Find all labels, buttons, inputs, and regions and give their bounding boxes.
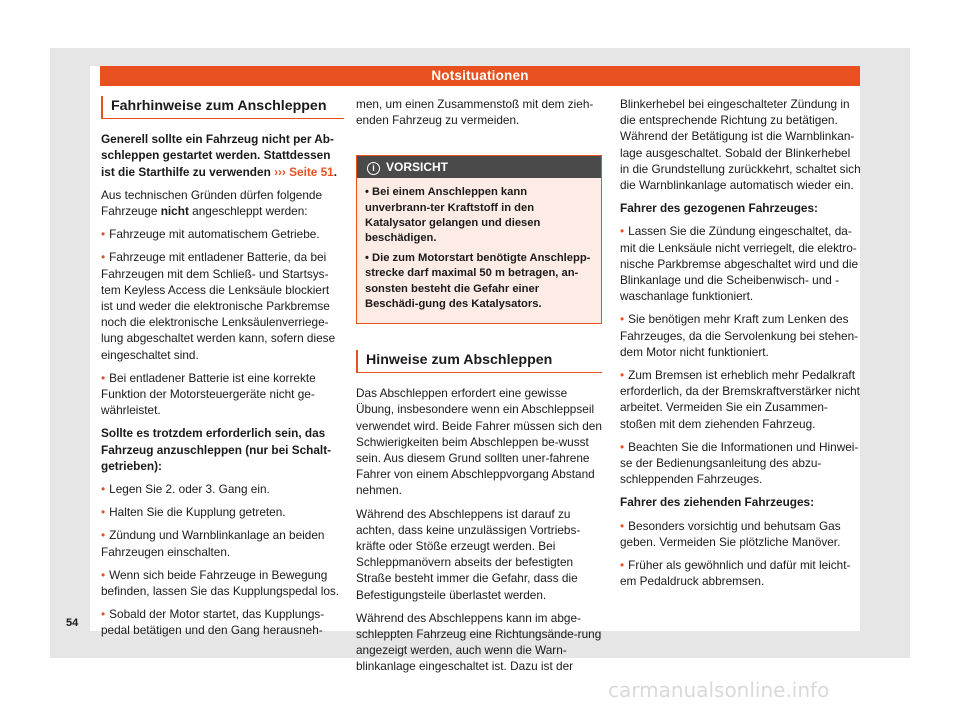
bullet-icon: • <box>101 505 106 520</box>
caution-body <box>357 178 601 323</box>
list-item <box>620 439 862 488</box>
list-item-text: Bei entladener Batterie ist eine korrekte Funktion der Motorsteuergeräte nicht ge-währleistet. <box>101 370 316 418</box>
paragraph: Das Abschleppen erfordert eine gewisse Übung, insbesondere wenn ein Abschleppseil verwendet wird. Beide Fahrer müssen sich den Schwierigkeiten beim Abschleppen be-wusst sein. Aus diesem Grund sollten uner-fahrene Fahrer von einem Abschleppvorgang Abstand nehmen. <box>356 386 602 498</box>
list-item-text: Halten Sie die Kupplung getreten. <box>109 505 286 520</box>
list-item <box>101 527 344 559</box>
vehicles-text-c: angeschleppt werden: <box>192 204 308 219</box>
bullet-icon: • <box>620 439 625 454</box>
bullet-icon: • <box>620 224 625 239</box>
list-item-text: Sie benötigen mehr Kraft zum Lenken des Fahrzeuges, da die Servolenkung bei stehen-dem Motor nicht funktioniert. <box>620 312 859 359</box>
list-item <box>620 518 862 550</box>
vehicles-paragraph <box>101 187 344 219</box>
caution-item <box>365 185 593 246</box>
bullet-icon: • <box>101 227 106 242</box>
bullet-icon: • <box>101 607 106 622</box>
bullet-icon: • <box>101 370 106 385</box>
bullet-icon: • <box>620 368 625 383</box>
list-item-text: Beachten Sie die Informationen und Hinwei-se der Bedienungsanleitung des abzu-schleppenden Fahrzeuges. <box>620 439 859 487</box>
section-title-abschleppen: Hinweise zum Abschleppen <box>356 350 602 373</box>
list-item-text: Fahrzeuge mit entladener Batterie, da bei Fahrzeugen mit dem Schließ- und Startsys-tem Keyless Access die Lenksäule blockiert ist und weder die elektronische Parkbremse noch die elektronische Lenksäulenverriege-lung abgeschaltet werden kann, sofern diese eingeschaltet sind. <box>101 250 336 362</box>
bullet-icon: • <box>101 567 106 582</box>
intro-text: Generell sollte ein Fahrzeug nicht per Ab-schleppen gestartet werden. Stattdessen ist die Starthilfe zu verwenden <box>101 132 334 179</box>
list-item <box>101 606 344 638</box>
list-item <box>101 249 344 362</box>
page-number: 54 <box>66 617 79 629</box>
continued-paragraph: Blinkerhebel bei eingeschalteter Zündung in die entsprechende Richtung zu betätigen. Während der Betätigung ist die Warnblinkan-lage ausgeschaltet. Sobald der Blinkerhebel in die Grundstellung zurückkehrt, schaltet sich die Warnblinkanlage automatisch wieder ein. <box>620 97 861 193</box>
bullet-icon: • <box>365 186 373 199</box>
list-item-text: Zum Bremsen ist erheblich mehr Pedalkraft erforderlich, da der Bremskraftverstärker nicht arbeitet. Vermeiden Sie ein Zusammen-stoßen mit dem ziehenden Fahrzeug. <box>620 368 860 431</box>
list-item <box>620 223 862 304</box>
caution-title: VORSICHT <box>386 160 449 175</box>
caution-item-text: Bei einem Anschleppen kann unverbrann-ter Kraftstoff in den Katalysator gelangen und diesen beschädigen. <box>365 186 541 245</box>
paragraph: Während des Abschleppens kann im abge-schleppten Fahrzeug eine Richtungsände-rung angezeigt werden, auch wenn die Warn-blinkanlage eingeschaltet ist. Dazu ist der <box>356 610 602 674</box>
list-item-text: Legen Sie 2. oder 3. Gang ein. <box>109 482 270 497</box>
list-item-text: Besonders vorsichtig und behutsam Gas geben. Vermeiden Sie plötzliche Manöver. <box>620 518 841 549</box>
page-reference-link[interactable]: ››› Seite 51 <box>274 164 334 179</box>
column-1 <box>101 96 344 646</box>
caution-item <box>365 251 593 312</box>
bullet-icon: • <box>101 250 106 265</box>
caution-box <box>356 155 602 324</box>
bullet-icon: • <box>101 528 106 543</box>
vehicles-text-a: Aus technischen Gründen dürfen folgende Fahrzeuge <box>101 187 323 219</box>
list-item-text: Lassen Sie die Zündung eingeschaltet, da-mit die Lenksäule nicht verriegelt, die elektro-nische Parkbremse abgeschaltet wird und die Blinkanlage und die Scheibenwisch- und -waschanlage funktioniert. <box>620 224 859 304</box>
list-item-text: Früher als gewöhnlich und dafür mit leicht-em Pedaldruck abbremsen. <box>620 558 851 589</box>
bullet-icon: • <box>101 482 106 497</box>
paragraph: Während des Abschleppens ist darauf zu achten, dass keine unzulässigen Vortriebs-kräfte oder Stöße erzeugt werden. Bei Schleppmanövern abseits der befestigten Straße besteht immer die Gefahr, dass die Befestigungsteile überlastet werden. <box>356 506 581 602</box>
continued-paragraph: men, um einen Zusammenstoß mit dem zieh-enden Fahrzeug zu vermeiden. <box>356 97 594 128</box>
watermark: carmanualsonline.info <box>608 678 830 702</box>
bullet-icon: • <box>365 252 373 265</box>
info-icon: i <box>367 162 380 175</box>
caution-item-text: Die zum Motorstart benötigte Anschlepp-strecke darf maximal 50 m betragen, an-sonsten besteht die Gefahr einer Beschädi-gung des Katalysators. <box>365 252 591 310</box>
list-item-text: Zündung und Warnblinkanlage an beiden Fahrzeugen einschalten. <box>101 528 325 559</box>
subheading: Sollte es trotzdem erforderlich sein, das Fahrzeug anzuschleppen (nur bei Schalt-getrieben): <box>101 426 332 473</box>
list-item <box>101 226 344 242</box>
caution-header <box>357 156 601 178</box>
list-item-text: Sobald der Motor startet, das Kupplungs-pedal betätigen und den Gang herausneh- <box>101 607 325 638</box>
bullet-icon: • <box>620 312 625 327</box>
vehicles-text-emphasis: nicht <box>160 204 189 219</box>
list-item-text: Wenn sich beide Fahrzeuge in Bewegung befinden, lassen Sie das Kupplungspedal los. <box>101 567 340 599</box>
list-item <box>620 367 862 432</box>
bullet-icon: • <box>620 518 625 533</box>
list-item <box>101 481 344 497</box>
bullet-icon: • <box>620 558 625 573</box>
list-item <box>620 311 862 360</box>
subheading-gezogen: Fahrer des gezogenen Fahrzeuges: <box>620 201 818 216</box>
section-header: Notsituationen <box>100 66 860 86</box>
section-title-anschleppen: Fahrhinweise zum Anschleppen <box>101 96 344 119</box>
list-item <box>101 567 344 599</box>
list-item <box>620 557 862 589</box>
subheading-ziehend: Fahrer des ziehenden Fahrzeuges: <box>620 495 815 510</box>
list-item <box>101 370 344 419</box>
column-3 <box>620 96 862 596</box>
list-item-text: Fahrzeuge mit automatischem Getriebe. <box>109 227 320 242</box>
list-item <box>101 504 344 520</box>
intro-paragraph: Generell sollte ein Fahrzeug nicht per Ab-schleppen gestartet werden. Stattdessen ist die Starthilfe zu verwenden ››› Seite 51. <box>101 132 338 179</box>
column-2 <box>356 96 602 682</box>
